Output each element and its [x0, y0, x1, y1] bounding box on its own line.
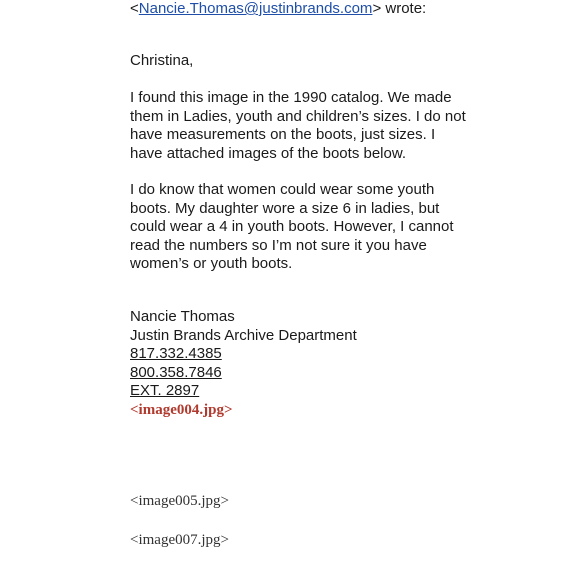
signature-department: Justin Brands Archive Department	[130, 326, 357, 344]
signature-block	[130, 308, 470, 419]
phone-link-2[interactable]: 800.358.7846	[130, 363, 222, 381]
paragraph-1: I found this image in the 1990 catalog. We made them in Ladies, youth and children’s sizes. I do not have measurements on the boots, just sizes. I have attached images of the boots below.	[130, 89, 466, 162]
attachment-image004[interactable]: <image004.jpg>	[130, 401, 233, 418]
phone-link-1[interactable]: 817.332.4385	[130, 345, 222, 362]
paragraph-2: I do know that women could wear some youth boots. My daughter wore a size 6 in ladies, but could wear a 4 in youth boots. However, I cannot read the numbers so I’m not sure it you have women’s or youth boots.	[130, 181, 454, 272]
signature-name: Nancie Thomas	[130, 308, 235, 325]
open-bracket: <	[130, 0, 139, 17]
wrote-text: > wrote:	[372, 0, 427, 17]
phone-extension[interactable]: EXT. 2897	[130, 382, 200, 399]
attachment-image007[interactable]: <image007.jpg>	[130, 532, 229, 548]
quoted-header	[130, 0, 426, 19]
attachment-image005[interactable]: <image005.jpg>	[130, 493, 229, 509]
sender-email-link[interactable]: Nancie.Thomas@justinbrands.com	[138, 0, 373, 17]
greeting: Christina,	[130, 52, 194, 69]
